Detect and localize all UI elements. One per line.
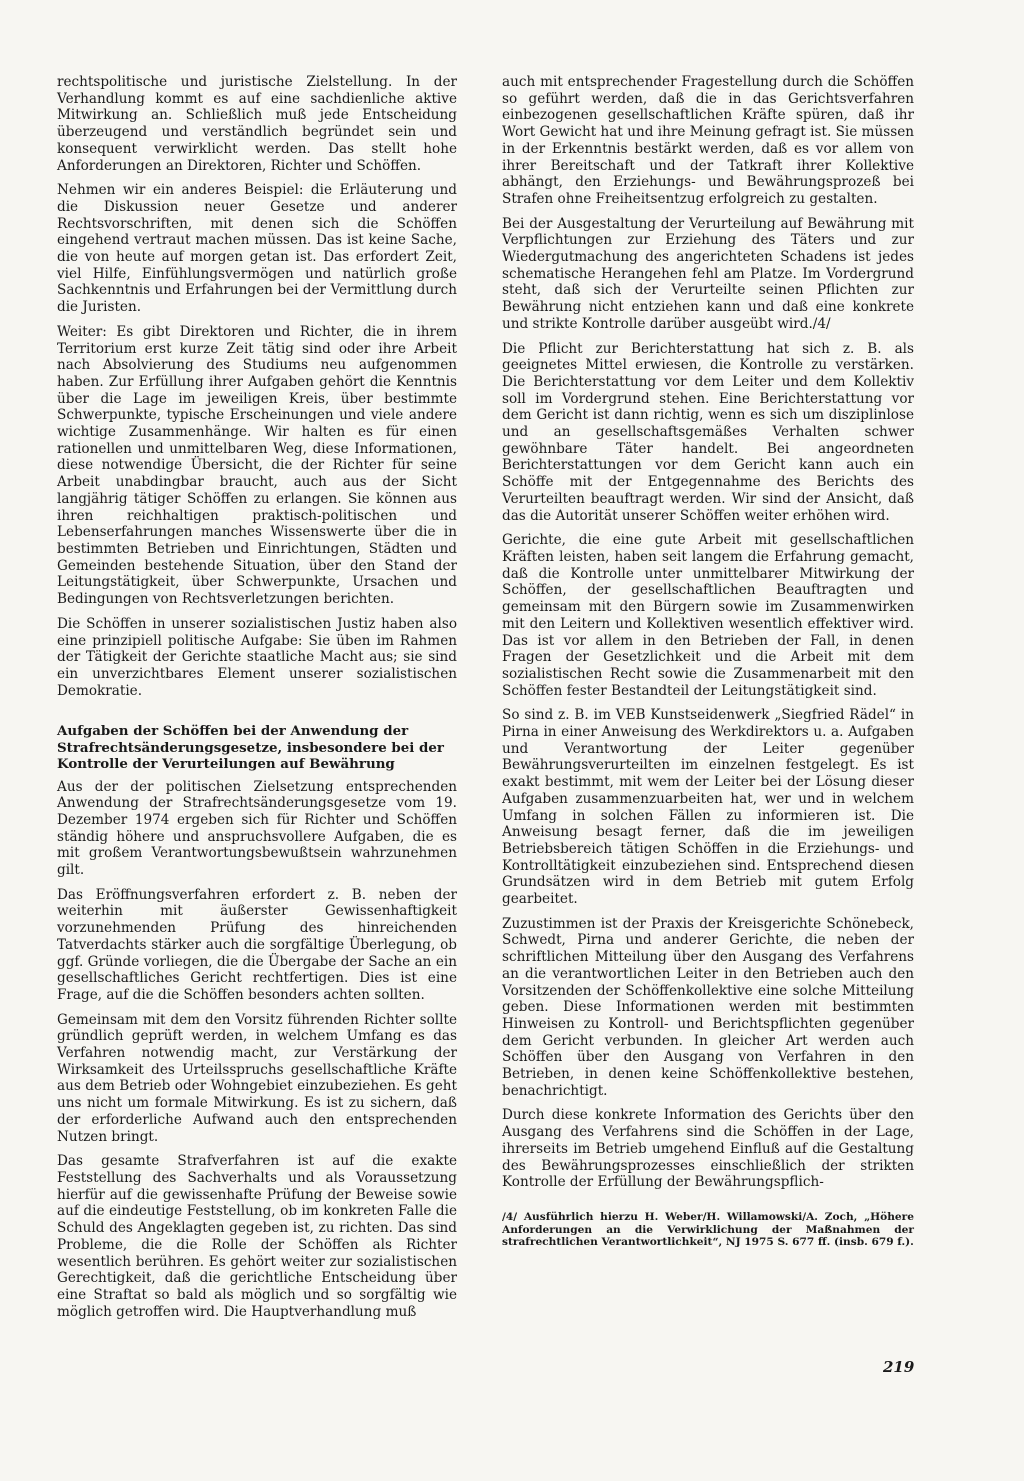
paragraph: auch mit entsprechender Fragestellung durch die Schöffen so geführt werden, daß die in das Gerichtsverfahren einbezogenen gesellschaftlichen Kräfte spüren, daß ihr Wort Gewicht hat und ihre Meinung gefragt ist. Sie müssen in der Erkenntnis bestärkt werden, daß es vor allem von ihrer Bereitschaft und der Tatkraft ihrer Kollektive abhängt, den Erziehungs- und Bewährungsprozeß bei Strafen ohne Freiheitsentzug erfolgreich zu gestalten.	[502, 74, 915, 207]
paragraph: Weiter: Es gibt Direktoren und Richter, die in ihrem Territorium erst kurze Zeit tätig sind oder ihre Arbeit nach Absolvierung des Studiums neu aufgenommen haben. Zur Erfüllung ihrer Aufgaben gehört die Kenntnis über die Lage im jeweiligen Kreis, über bestimmte Schwerpunkte, typische Erscheinungen und viele andere wichtige Zusammenhänge. Wir halten es für einen rationellen und unmittelbaren Weg, diese Informationen, diese notwendige Übersicht, die der Richter für seine Arbeit unabdingbar braucht, auch aus der Sicht langjährig tätiger Schöffen zu erlangen. Sie können aus ihren reichhaltigen praktisch-politischen und Lebenserfahrungen manches Wissenswerte über die in bestimmten Betrieben und Einrichtungen, Städten und Gemeinden bestehende Situation, über den Stand der Leitungstätigkeit, über Schwerpunkte, Ursachen und Bedingungen von Rechtsverletzungen berichten.	[57, 323, 457, 608]
paragraph: Gemeinsam mit dem den Vorsitz führenden Richter sollte gründlich geprüft werden, in welchem Umfang es das Verfahren notwendig macht, zur Verstärkung der Wirksamkeit des Urteilsspruchs gesellschaftliche Kräfte aus dem Betrieb oder Wohngebiet einzubeziehen. Es geht uns nicht um formale Mitwirkung. Es ist zu sichern, daß der erforderliche Aufwand auch den entsprechenden Nutzen bringt.	[57, 1011, 457, 1145]
right-column	[502, 74, 914, 1249]
footnote: /4/ Ausführlich hierzu H. Weber/H. Willamowski/A. Zoch, „Höhere Anforderungen an die Verwirklichung der Maßnahmen der strafrechtlichen Verantwortlichkeit“, NJ 1975 S. 677 ff. (insb. 679 f.).	[502, 1211, 914, 1249]
paragraph: Gerichte, die eine gute Arbeit mit gesellschaftlichen Kräften leisten, haben seit langem die Erfahrung gemacht, daß die Kontrolle unter unmittelbarer Mitwirkung der Schöffen, der gesellschaftlichen Beauftragten und gemeinsam mit den Bürgern sowie im Zusammenwirken mit den Leitern und Kollektiven wesentlich effektiver wird. Das ist vor allem in den Betrieben der Fall, in denen Fragen der Gesetzlichkeit und die Arbeit mit dem sozialistischen Recht sowie die Zusammenarbeit mit den Schöffen fester Bestandteil der Leitungstätigkeit sind.	[502, 532, 914, 699]
paragraph: Die Pflicht zur Berichterstattung hat sich z. B. als geeignetes Mittel erwiesen, die Kontrolle zu verstärken. Die Berichterstattung vor dem Leiter und dem Kollektiv soll im Vordergrund stehen. Eine Berichterstattung vor dem Gericht ist dann richtig, wenn es sich um disziplinlose und an gesellschaftsgemäßes Verhalten schwer gewöhnbare Täter handelt. Bei angeordneten Berichterstattungen vor dem Gericht kann auch ein Schöffe mit der Entgegennahme des Berichts des Verurteilten beauftragt werden. Wir sind der Ansicht, daß das die Autorität unserer Schöffen weiter erhöhen wird.	[502, 340, 914, 524]
section-heading: Aufgaben der Schöffen bei der Anwendung der Strafrechtsänderungsgesetze, insbesondere bei der Kontrolle der Verurteilungen auf Bewährung	[57, 723, 444, 773]
paragraph: So sind z. B. im VEB Kunstseidenwerk „Siegfried Rädel“ in Pirna in einer Anweisung des Werkdirektors u. a. Aufgaben und Verantwortung der Leiter gegenüber Bewährungsverurteilten im einzelnen festgelegt. Es ist exakt bestimmt, mit wem der Leiter bei der Lösung dieser Aufgaben zusammenzuarbeiten hat, wer und in welchem Umfang in solchen Fällen zu informieren ist. Die Anweisung besagt ferner, daß die im jeweiligen Betriebsbereich tätigen Schöffen in die Erziehungs- und Kontrolltätigkeit einzubeziehen sind. Entsprechend diesen Grundsätzen wird in dem Betrieb mit gutem Erfolg gearbeitet.	[502, 707, 914, 908]
paragraph: Zuzustimmen ist der Praxis der Kreisgerichte Schönebeck, Schwedt, Pirna und anderer Gerichte, die neben der schriftlichen Mitteilung über den Ausgang des Verfahrens an die verantwortlichen Leiter in den Betrieben auch den Vorsitzenden der Schöffenkollektive eine solche Mitteilung geben. Diese Informationen werden mit bestimmten Hinweisen zu Kontroll- und Berichtspflichten gegenüber dem Gericht verbunden. In gleicher Art werden auch Schöffen über den Ausgang von Verfahren in den Betrieben, in denen keine Schöffenkollektive bestehen, benachrichtigt.	[502, 915, 914, 1099]
paragraph: rechtspolitische und juristische Zielstellung. In der Verhandlung kommt es auf eine sachdienliche aktive Mitwirkung an. Schließlich muß jede Entscheidung überzeugend und verständlich begründet sein und konsequent verwirklicht werden. Das stellt hohe Anforderungen an Direktoren, Richter und Schöffen.	[57, 74, 457, 174]
paragraph: Bei der Ausgestaltung der Verurteilung auf Bewährung mit Verpflichtungen zur Erziehung des Täters und zur Wiedergutmachung des angerichteten Schadens ist jedes schematische Herangehen fehl am Platze. Im Vordergrund steht, daß sich der Verurteilte seinen Pflichten zur Bewährung nicht entziehen kann und daß eine konkrete und strikte Kontrolle darüber ausgeübt wird./4/	[502, 215, 914, 332]
paragraph: Das gesamte Strafverfahren ist auf die exakte Feststellung des Sachverhalts und als Voraussetzung hierfür auf die gewissenhafte Prüfung der Beweise sowie auf die eindeutige Feststellung, ob im konkreten Falle die Schuld des Angeklagten gegeben ist, zu richten. Das sind Probleme, die die Rolle der Schöffen als Richter wesentlich berühren. Es gehört weiter zur sozialistischen Gerechtigkeit, daß die gerichtliche Entscheidung über eine Straftat so bald als möglich und so sorgfältig wie möglich getroffen wird. Die Hauptverhandlung muß	[57, 1153, 457, 1320]
paragraph: Aus der der politischen Zielsetzung entsprechenden Anwendung der Strafrechtsänderungsgesetze vom 19. Dezember 1974 ergeben sich für Richter und Schöffen ständig höhere und anspruchsvollere Aufgaben, die es mit großem Verantwortungsbewußtsein wahrzunehmen gilt.	[57, 778, 457, 879]
paragraph: Nehmen wir ein anderes Beispiel: die Erläuterung und die Diskussion neuer Gesetze und anderer Rechtsvorschriften, mit denen sich die Schöffen eingehend vertraut machen müssen. Das ist keine Sache, die von heute auf morgen getan ist. Das erfordert Zeit, viel Hilfe, Einfühlungsvermögen und natürlich große Sachkenntnis und Erfahrungen bei der Vermittlung durch die Juristen.	[57, 182, 457, 316]
paragraph: Die Schöffen in unserer sozialistischen Justiz haben also eine prinzipiell politische Aufgabe: Sie üben im Rahmen der Tätigkeit der Gerichte staatliche Macht aus; sie sind ein unverzichtbares Element unserer sozialistischen Demokratie.	[57, 615, 457, 699]
paragraph: Durch diese konkrete Information des Gerichts über den Ausgang des Verfahrens sind die Schöffen in der Lage, ihrerseits im Betrieb umgehend Einfluß auf die Gestaltung des Bewährungsprozesses einschließlich der strikten Kontrolle der Erfüllung der Bewährungspflich-	[502, 1107, 914, 1191]
paragraph: Das Eröffnungsverfahren erfordert z. B. neben der weiterhin mit äußerster Gewissenhaftigkeit vorzunehmenden Prüfung des hinreichenden Tatverdachts stärker auch die sorgfältige Überlegung, ob ggf. Gründe vorliegen, die die Übergabe der Sache an ein gesellschaftliches Gericht rechtfertigen. Dies ist eine Frage, auf die die Schöffen besonders achten sollten.	[57, 886, 457, 1003]
left-column	[57, 74, 457, 1328]
page-number: 219	[883, 1358, 915, 1376]
